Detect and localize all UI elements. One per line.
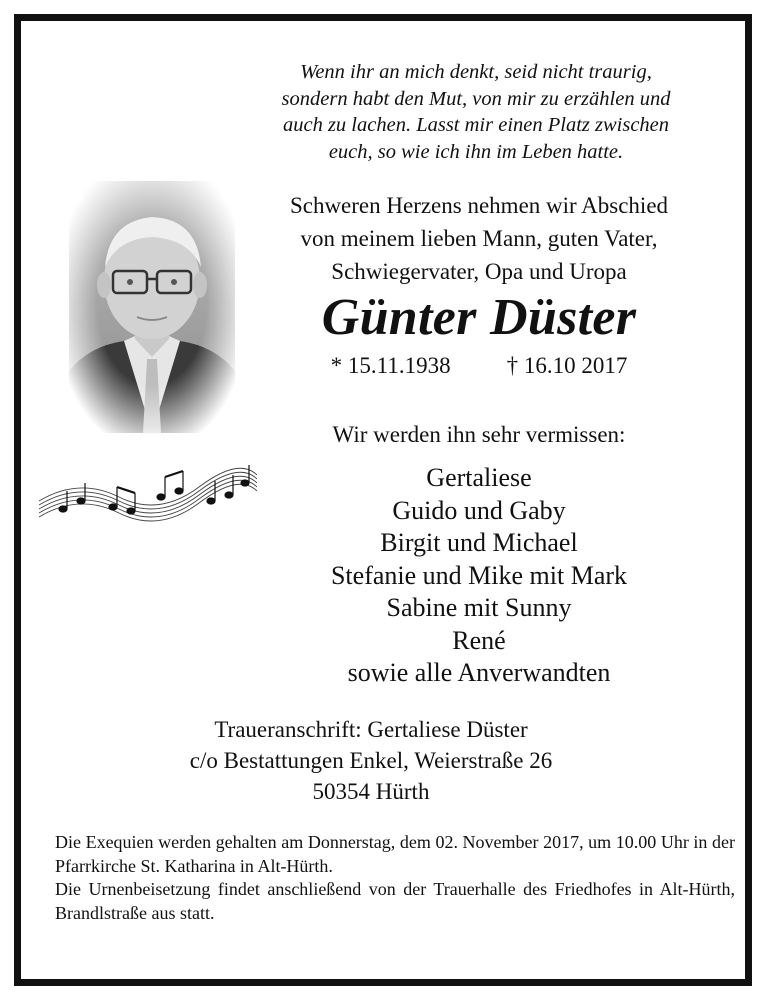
mourner: Birgit und Michael xyxy=(380,528,578,557)
deceased-name: Günter Düster xyxy=(321,289,637,346)
mourner: Guido und Gaby xyxy=(392,495,566,525)
service-details xyxy=(55,831,735,925)
address-line: Traueranschrift: Gertaliese Düster xyxy=(214,717,528,742)
mourner: Sabine mit Sunny xyxy=(386,593,572,622)
motto-line: Wenn ihr an mich denkt, seid nicht traurig, xyxy=(300,61,652,83)
death-date: † 16.10 2017 xyxy=(506,353,628,378)
motto-line: sondern habt den Mut, von mir zu erzählen und xyxy=(281,87,671,110)
service-paragraph: Die Exequien werden gehalten am Donnerstag, dem 02. November 2017, um 10.00 Uhr in der Pfarrkirche St. Katharina in Alt-Hürth. xyxy=(55,832,735,876)
mourner: sowie alle Anverwandten xyxy=(347,658,611,687)
portrait-photo xyxy=(69,181,235,433)
miss-text: Wir werden ihn sehr vermissen: xyxy=(332,422,626,447)
address-line: c/o Bestattungen Enkel, Weierstraße 26 xyxy=(189,748,553,773)
life-dates xyxy=(227,351,731,381)
address-line: 50354 Hürth xyxy=(312,779,430,804)
intro-line: von meinem lieben Mann, guten Vater, xyxy=(300,226,658,251)
motto-line: auch zu lachen. Lasst mir einen Platz zwischen xyxy=(282,114,670,136)
service-paragraph: Die Urnenbeisetzung findet anschließend von der Trauerhalle des Friedhofes in Alt-Hürth, Brandlstraße aus statt. xyxy=(55,879,735,923)
intro-line: Schwiegervater, Opa und Uropa xyxy=(331,259,627,284)
motto-poem xyxy=(221,59,731,165)
mourning-address xyxy=(121,714,621,807)
motto-line: euch, so wie ich ihn im Leben hatte. xyxy=(328,140,624,163)
farewell-intro xyxy=(227,189,731,288)
mourner: Stefanie und Mike mit Mark xyxy=(330,560,628,590)
mourner: René xyxy=(452,625,506,655)
intro-line: Schweren Herzens nehmen wir Abschied xyxy=(289,193,669,218)
obituary-frame xyxy=(14,14,752,986)
mourner: Gertaliese xyxy=(426,463,532,492)
mourners-list xyxy=(227,462,731,690)
music-notes-icon xyxy=(39,457,257,525)
birth-date: * 15.11.1938 xyxy=(330,353,451,378)
